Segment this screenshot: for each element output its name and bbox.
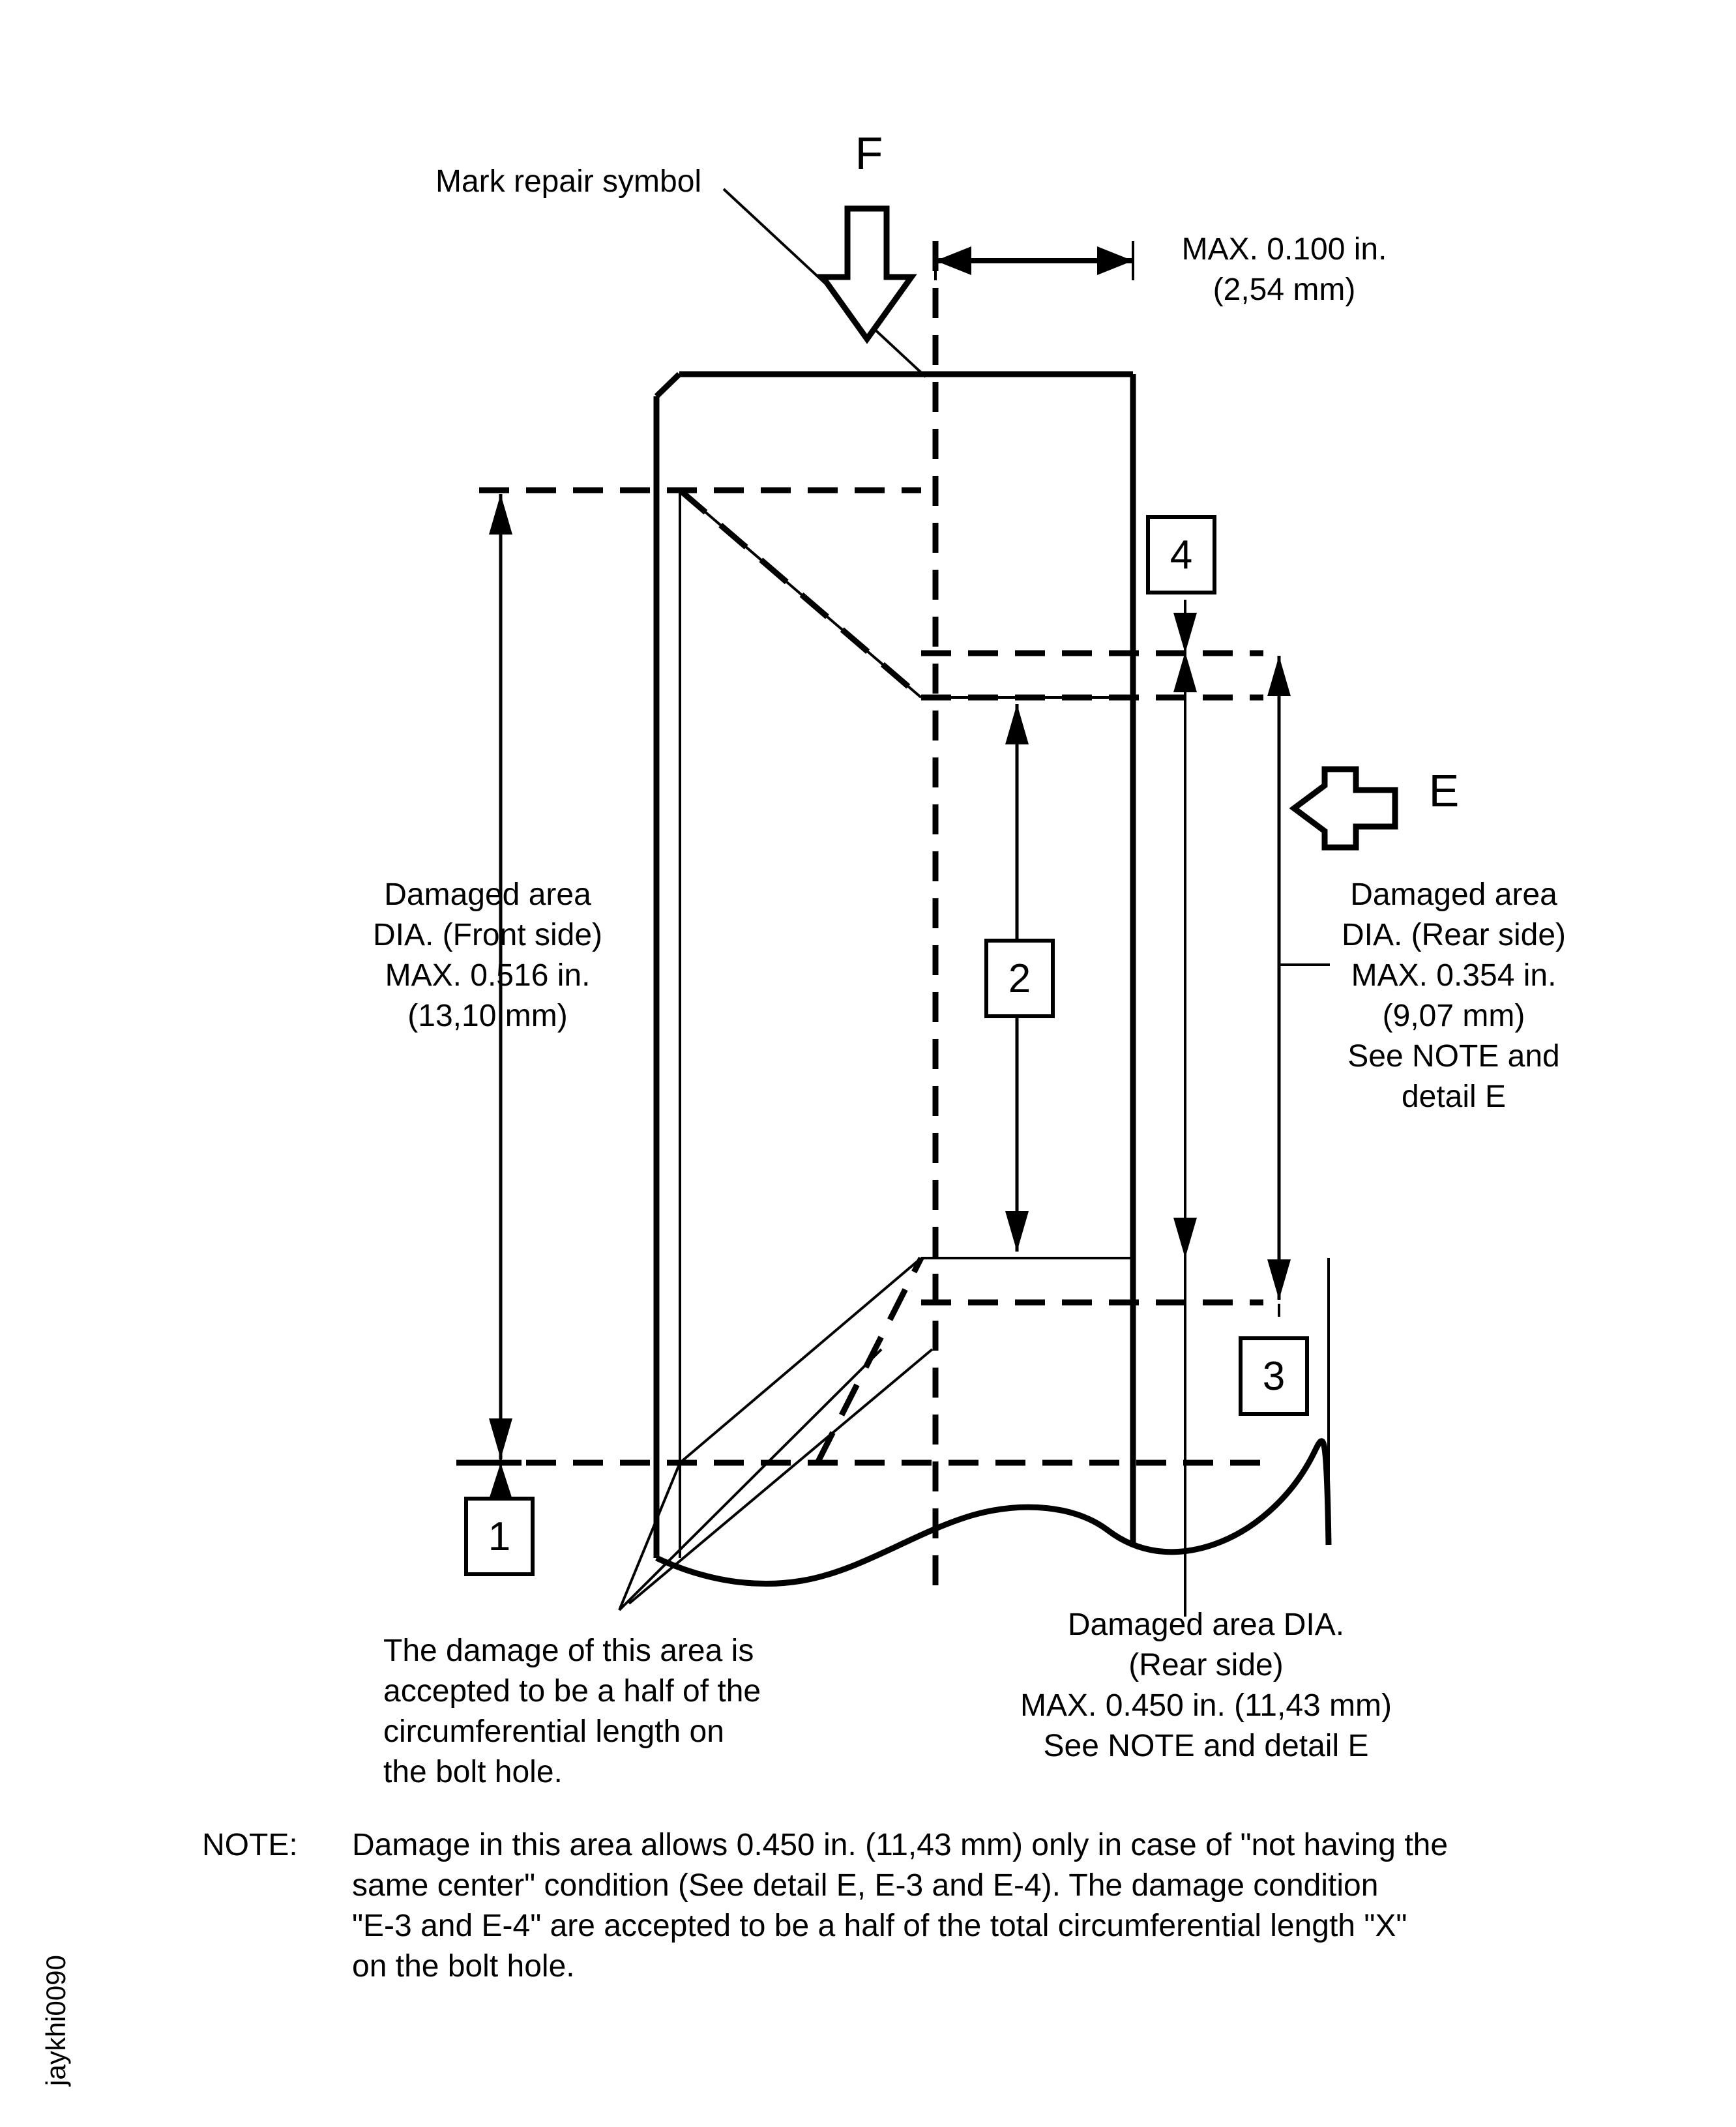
arrowhead-balloon-1 [489,1463,512,1499]
balloon-4-label: 4 [1170,532,1193,578]
dim-front-side-line3: MAX. 0.516 in. [385,958,591,993]
arrowhead-front-top [489,494,512,535]
dim-rear-upper-line1: Damaged area [1350,877,1557,912]
view-arrow-f-label: F [855,128,883,179]
dim-top-width-line1: MAX. 0.100 in. [1181,232,1387,267]
dim-front-side-line4: (13,10 mm) [407,999,568,1033]
balloon-2 [984,939,1055,1018]
balloon-4 [1146,515,1216,594]
dim-rear-lower-line3: MAX. 0.450 in. (11,43 mm) [1020,1688,1392,1723]
arrowhead-center-bottom [1005,1211,1029,1252]
dimension-arrows-group [489,246,1291,1499]
arrowhead-center-top [1005,704,1029,744]
extension-lines-group [501,189,1330,1617]
view-arrow-e-label: E [1428,765,1460,816]
arrowhead-balloon-4 [1173,613,1197,653]
dim-front-side-line2: DIA. (Front side) [372,918,603,952]
view-arrow-f-glyph [823,209,911,339]
dim-top-width-line2: (2,54 mm) [1213,272,1356,307]
arrowhead-topwidth-left [935,246,971,275]
arrowhead-rear-lower-up [1173,652,1197,692]
dim-rear-upper-line6: detail E [1401,1079,1507,1114]
dim-rear-upper-line5: See NOTE and [1347,1039,1560,1074]
dim-rear-lower-line1: Damaged area DIA. [1067,1607,1345,1642]
balloon-3 [1239,1336,1309,1416]
note-label: NOTE: [202,1828,298,1862]
balloon-2-label: 2 [1008,956,1031,1001]
sheet-watermark: jaykhi0090 [40,1955,71,2086]
break-line-wavy [656,1441,1329,1584]
arrowhead-front-bottom [489,1418,512,1459]
bolthole-note-line3: circumferential length on [383,1714,724,1749]
arrowhead-rear-lower-down [1173,1218,1197,1258]
dim-rear-lower-line2: (Rear side) [1128,1648,1284,1682]
bolthole-note-line2: accepted to be a half of the [383,1674,761,1709]
dim-rear-upper-line3: MAX. 0.354 in. [1351,958,1557,993]
note-line1: Damage in this area allows 0.450 in. (11,43 mm) only in case of "not having the [352,1828,1449,1862]
arrowhead-topwidth-right [1097,246,1133,275]
interior-bottom-diagonal [680,1258,921,1463]
arrowhead-rear-bottom [1267,1259,1291,1300]
body-chamfer [656,374,679,396]
mark-repair-symbol-label: Mark repair symbol [435,164,702,199]
balloon-1-label: 1 [488,1514,511,1559]
bolthole-note-line4: the bolt hole. [383,1755,563,1789]
view-arrow-e-glyph [1294,769,1395,847]
balloon-3-label: 3 [1262,1353,1286,1399]
note-line4: on the bolt hole. [352,1949,575,1984]
bolthole-note-line1: The damage of this area is [383,1634,754,1668]
balloon-1 [464,1497,535,1576]
dim-rear-upper-line2: DIA. (Rear side) [1341,918,1567,952]
arrowhead-rear-top [1267,656,1291,696]
note-line3: "E-3 and E-4" are accepted to be a half of the total circumferential length "X" [352,1909,1407,1943]
dim-front-side-line1: Damaged area [384,877,591,912]
dim-rear-upper-line4: (9,07 mm) [1382,999,1525,1033]
note-line2: same center" condition (See detail E, E-3 and E-4). The damage condition [352,1868,1379,1903]
dim-rear-lower-line4: See NOTE and detail E [1043,1729,1369,1763]
